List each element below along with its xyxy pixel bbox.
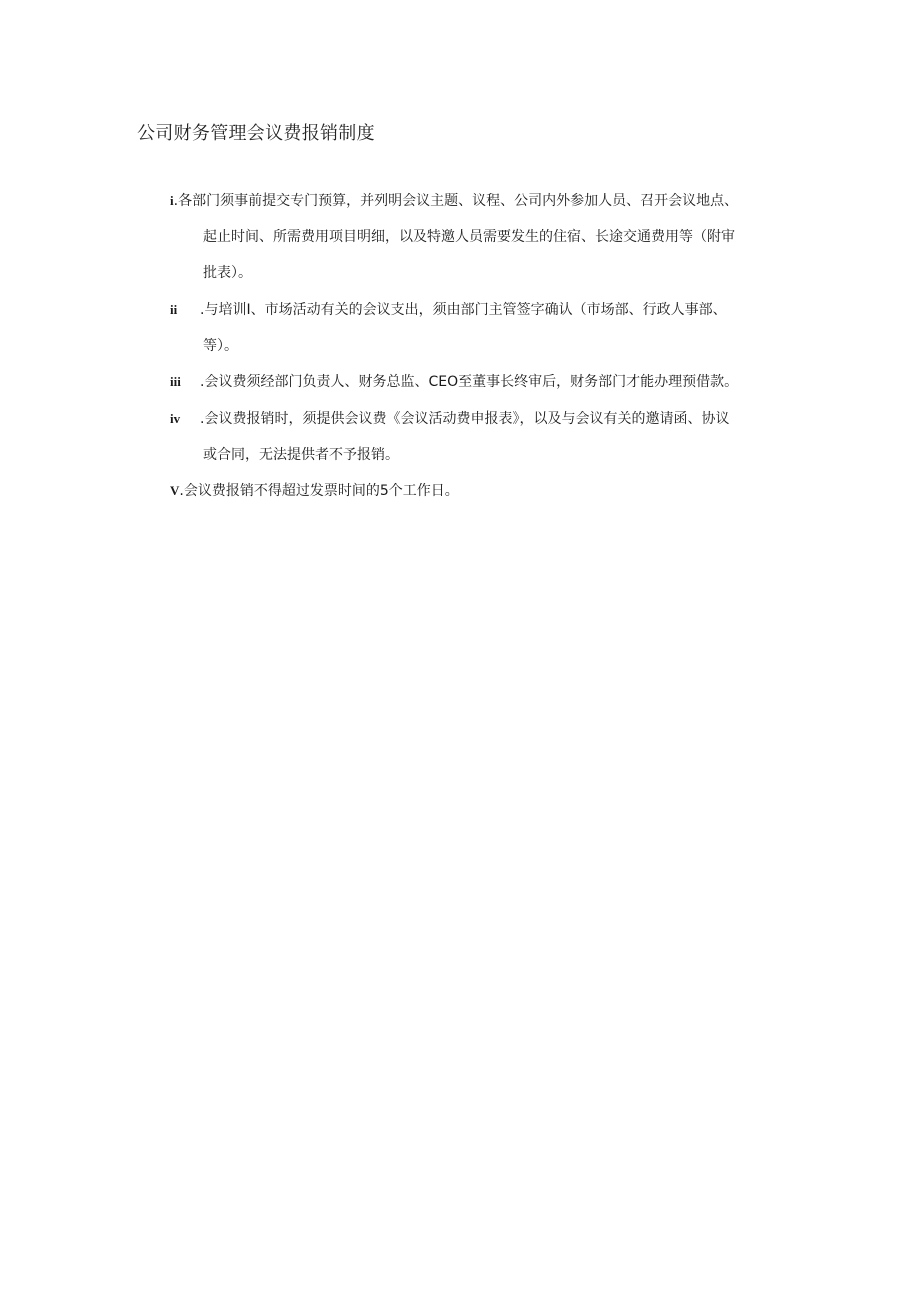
policy-item-2 (170, 292, 810, 364)
item-number: iii (170, 374, 181, 389)
item-text-line: .与培训I、市场活动有关的会议支出，须由部门主管签字确认（市场部、行政人事部、 (200, 302, 727, 318)
item-number: i (170, 193, 174, 208)
item-text-line: .会议费须经部门负责人、财务总监、CEO至董事长终审后，财务部门才能办理预借款。 (200, 374, 739, 390)
policy-item-4 (170, 401, 810, 473)
policy-item-1 (170, 183, 810, 291)
item-text-line: .会议费报销不得超过发票时间的5个工作日。 (179, 483, 459, 499)
document-title: 公司财务管理会议费报销制度 (137, 123, 375, 144)
item-text-line: 批表）。 (203, 265, 252, 281)
item-text-line: 起止时间、所需费用项目明细，以及特邀人员需要发生的住宿、长途交通费用等（附审 (203, 229, 735, 245)
item-text-line: 等）。 (203, 338, 238, 354)
policy-item-5 (170, 473, 810, 509)
item-text-line: .各部门须事前提交专门预算，并列明会议主题、议程、公司内外参加人员、召开会议地点、 (173, 193, 739, 209)
item-number: V (170, 483, 180, 498)
item-number: iv (170, 411, 181, 426)
policy-item-3 (170, 364, 810, 400)
item-text-line: .会议费报销时，须提供会议费《会议活动费申报表》，以及与会议有关的邀请函、协议 (200, 411, 730, 427)
item-text-line: 或合同，无法提供者不予报销。 (203, 447, 399, 463)
item-number: ii (170, 302, 178, 317)
